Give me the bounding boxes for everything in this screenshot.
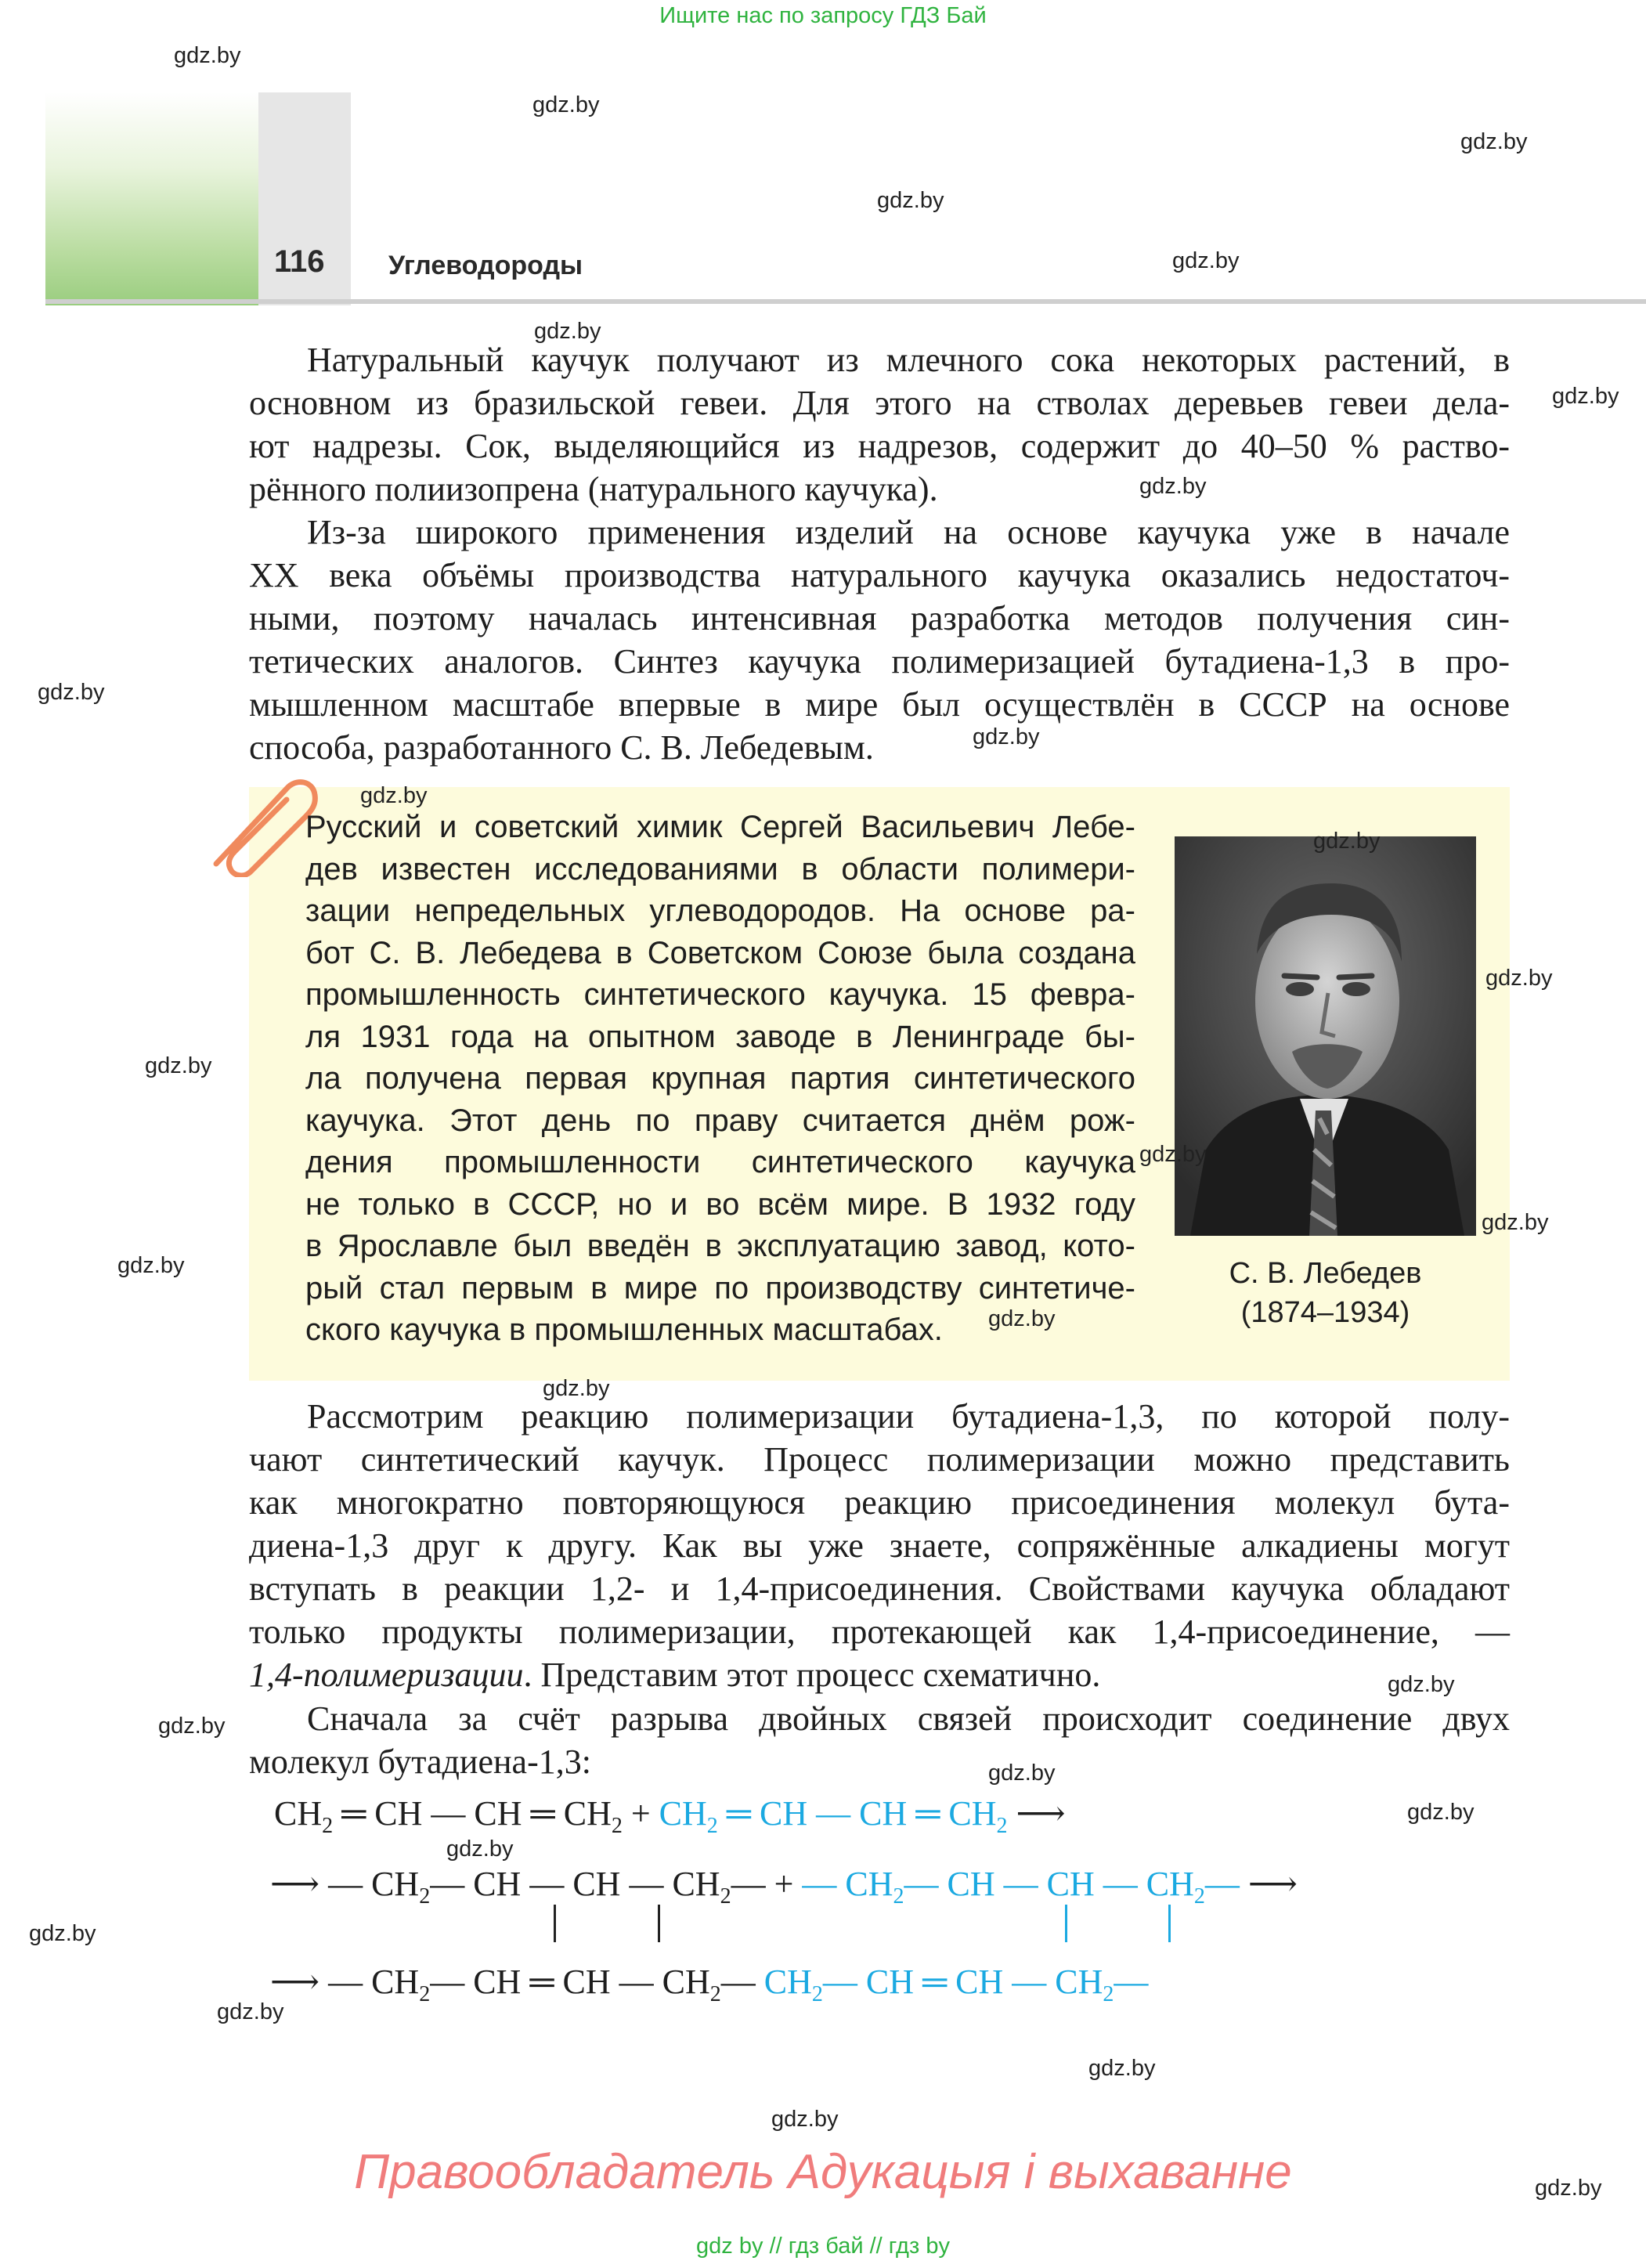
text-line: в Ярославле был введён в эксплуатацию завод, кото- [305,1229,1135,1263]
watermark: gdz.by [217,1999,284,2024]
text-line: молекул бутадиена-1,3: [249,1743,591,1781]
text-line: как многократно повторяющуюся реакцию присоединения молекул бута- [249,1483,1510,1522]
watermark: gdz.by [543,1376,610,1401]
text-line: тетических аналогов. Синтез каучука полимеризацией бутадиена-1,3 в про- [249,642,1510,681]
paragraph-2 [249,511,1510,769]
text-line: ла получена первая крупная партия синтетического [305,1061,1135,1096]
text-line: способа, разработанного С. В. Лебедевым. [249,728,874,767]
equation-line-2: ⟶ — $CH_2—$ CH — CH — $CH_2—$ + — $CH_2—$ CH — CH — $CH_2—$ ⟶ [270,1865,1298,1909]
watermark: gdz.by [1407,1800,1475,1825]
chapter-title: Углеводороды [388,251,583,280]
text-line: Из-за широкого применения изделий на основе каучука уже в начале [307,513,1510,551]
watermark: gdz.by [145,1053,212,1078]
watermark: gdz.by [534,319,601,344]
watermark: gdz.by [771,2107,839,2132]
top-banner[interactable]: Ищите нас по запросу ГДЗ Бай [659,3,987,28]
text-line: дев известен исследованиями в области полимери- [305,851,1135,887]
watermark: gdz.by [29,1921,96,1946]
watermark: gdz.by [1088,2056,1156,2081]
text-line: промышленность синтетического каучука. 15 февра- [305,977,1135,1012]
text-line: зации непредельных углеводородов. На основе ра- [305,894,1135,928]
watermark: gdz.by [360,783,428,808]
portrait-lebedev-image [1175,836,1476,1236]
watermark: gdz.by [1139,1142,1207,1167]
text-line: XX века объёмы производства натурального каучука оказались недостаточ- [249,556,1510,594]
text-line: Сначала за счёт разрыва двойных связей происходит соединение двух [307,1699,1510,1738]
text-line: только продукты полимеризации, протекающей как 1,4-присоединение, — [249,1613,1510,1651]
header-gradient-block [45,92,258,305]
watermark: gdz.by [988,1761,1056,1786]
portrait-caption-name: С. В. Лебедев [1229,1257,1422,1290]
equation-line-3: ⟶ — $CH_2—$ CH ═ CH — $CH_2—$ $CH_2—$ CH ═ CH — $CH_2—$ [270,1963,1149,2006]
text-line: диена-1,3 друг к другу. Как вы уже знаете, сопряжённые алкадиены могут [249,1526,1510,1565]
infobox-text [305,807,1135,1352]
paperclip-icon [202,771,319,877]
bond-line [1065,1905,1067,1942]
text-line: Натуральный каучук получают из млечного сока некоторых растений, в [307,341,1510,379]
text-line: вступать в реакции 1,2- и 1,4-присоединения. Свойствами каучука обладают [249,1569,1510,1608]
watermark: gdz.by [1172,248,1240,273]
italic-term: 1,4-полимеризации [249,1656,524,1694]
equation-line-1: $CH_2$ ═ CH — CH ═ $CH_2 + CH_2$ ═ CH — CH ═ $CH_2$ ⟶ [274,1794,1066,1838]
watermark: gdz.by [1485,966,1553,991]
paragraph-1 [249,338,1510,511]
text-line: ского каучука в промышленных масштабах. [305,1313,943,1347]
text-line: бот С. В. Лебедева в Советском Союзе была создана [305,935,1135,970]
watermark: gdz.by [1552,384,1619,409]
watermark: gdz.by [446,1836,514,1862]
portrait-caption-years: (1874–1934) [1240,1296,1410,1329]
text-line: дения промышленности синтетического каучука [305,1145,1135,1179]
paragraph-3 [249,1395,1510,1696]
text-line: ют надрезы. Сок, выделяющийся из надрезов, содержит до 40–50 % раство- [249,427,1510,465]
watermark: gdz.by [38,680,105,705]
text-line: не только в СССР, но и во всём мире. В 1932 году [305,1186,1135,1222]
text-line: ля 1931 года на опытном заводе в Ленинграде бы- [305,1019,1135,1054]
watermark: gdz.by [1139,474,1207,499]
paragraph-4 [249,1697,1510,1783]
watermark: gdz.by [877,188,944,213]
watermark: gdz.by [988,1306,1056,1331]
watermark: gdz.by [973,724,1040,749]
bond-line [1168,1905,1171,1942]
page-number: 116 [274,244,325,279]
text-line: Рассмотрим реакцию полимеризации бутадиена-1,3, по которой полу- [307,1397,1510,1436]
header-rule [45,299,1646,304]
copyright-notice: Правообладатель Адукацыя і выхаванне [354,2145,1292,2199]
text-line: основном из бразильской гевеи. Для этого на стволах деревьев гевеи дела- [249,384,1510,422]
watermark: gdz.by [1482,1210,1549,1235]
text-line: Русский и советский химик Сергей Васильевич Лебе- [305,810,1135,844]
watermark: gdz.by [532,92,600,117]
watermark: gdz.by [1313,829,1381,854]
text-line: мышленном масштабе впервые в мире был осуществлён в СССР на основе [249,685,1510,724]
text-line: чают синтетический каучук. Процесс полимеризации можно представить [249,1440,1510,1479]
text-line: рённого полиизопрена (натурального каучука). [249,470,938,508]
text-line: каучука. Этот день по праву считается днём рож- [305,1103,1135,1138]
watermark: gdz.by [1460,129,1528,154]
text-line: 1,4-полимеризации. Представим этот процесс схематично. [249,1656,1101,1694]
watermark: gdz.by [1535,2176,1602,2201]
watermark: gdz.by [117,1253,185,1278]
text-line: рый стал первым в мире по производству синтетиче- [305,1270,1135,1306]
bond-line [554,1905,556,1942]
footer-links[interactable]: gdz by // гдз бай // гдз by [696,2234,950,2259]
text-line: ными, поэтому началась интенсивная разработка методов получения син- [249,599,1510,637]
bond-line [658,1905,660,1942]
watermark: gdz.by [158,1714,226,1739]
watermark: gdz.by [174,43,241,68]
watermark: gdz.by [1388,1672,1455,1697]
